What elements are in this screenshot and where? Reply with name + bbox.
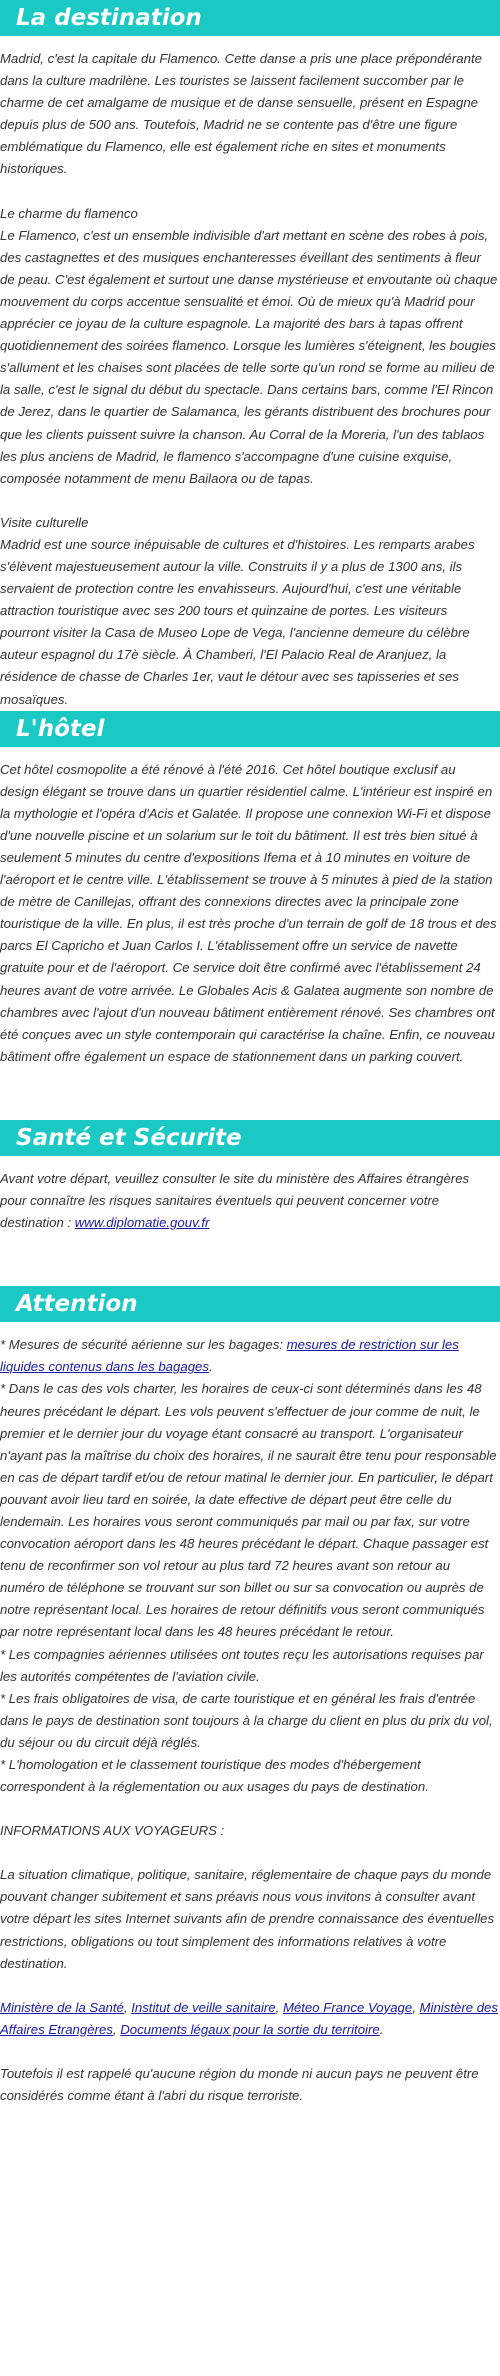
section-title-destination: La destination <box>0 0 500 36</box>
attention-p3: * Les compagnies aériennes utilisées ont toutes reçu les autorisations requises par les autorités compétentes de l'aviation civile. <box>0 1646 484 1684</box>
link-separator: , <box>412 1999 420 2015</box>
spacer <box>0 181 498 203</box>
attention-content <box>0 1334 500 2107</box>
spacer <box>0 1156 500 1168</box>
diplomatie-link[interactable]: www.diplomatie.gouv.fr <box>74 1215 210 1231</box>
flamenco-heading: Le charme du flamenco <box>0 205 138 221</box>
link-separator: , <box>123 1999 132 2015</box>
spacer <box>0 490 498 512</box>
veille-sanitaire-link[interactable]: Institut de veille sanitaire <box>131 1999 276 2015</box>
attention-p5: * L'homologation et le classement touristique des modes d'hébergement correspondent à la réglementation ou aux usages du pays de destination. <box>0 1757 429 1795</box>
spacer <box>0 1322 500 1334</box>
spacer <box>0 1975 498 1997</box>
section-title-attention: Attention <box>0 1286 500 1322</box>
link-end-dot: . <box>379 2021 384 2037</box>
attention-p1-before: * Mesures de sécurité aérienne sur les bagages: <box>0 1337 287 1353</box>
flamenco-text: Le Flamenco, c'est un ensemble indivisible d'art mettant en scène des robes à pois, des castagnettes et des musiques enchanteresses éveillant des sentiments à fleur de peau. C'est également et surtout une danse mystérieuse et envoutante où chaque mouvement du corps accentue sensualité et émoi. Où de mieux qu'à Madrid pour apprécier ce joyau de la culture espagnole. La majorité des bars à tapas offrent quotidiennement des soirées flamenco. Lorsque les lumières s'éteignent, les bougies s'allument et les chaises sont placées de telle sorte qu'un rond se forme au milieu de la salle, c'est le signal du début du spectacle. Dans certains bars, comme l'El Rincon de Jerez, dans le quartier de Salamanca, les gérants distribuent des brochures pour que les clients puissent suivre la chanson. Au Corral de la Moreria, l'un des tablaos les plus anciens de Madrid, le flamenco s'accompagne d'une cuisine exquise, composée notamment de menu Bailaora ou de tapas. <box>0 227 498 486</box>
affaires-etrangeres-link[interactable]: Ministère des Affaires Etrangères <box>0 1999 498 2037</box>
final-note: Toutefois il est rappelé qu'aucune région du monde ni aucun pays ne peuvent être considérés comme étant à l'abri du risque terroriste. <box>0 2065 479 2104</box>
spacer <box>0 1842 498 1864</box>
info-links <box>0 1997 498 2041</box>
spacer <box>0 1234 500 1286</box>
section-title-hotel: L'hôtel <box>0 711 500 747</box>
info-heading: INFORMATIONS AUX VOYAGEURS : <box>0 1823 225 1839</box>
hotel-text: Cet hôtel cosmopolite a été rénové à l'été 2016. Cet hôtel boutique exclusif au design élégant se trouve dans un quartier résidentiel calme. L'intérieur est inspiré en la mythologie et l'opéra d'Acis et Galatée. Il propose une connexion Wi-Fi et dispose d'une nouvelle piscine et un solarium sur le toit du bâtiment. Il est très bien situé à seulement 5 minutes du centre d'expositions Ifema et à 10 minutes en voiture de l'aéroport et le centre ville. L'établissement se trouve à 5 minutes à pied de la station de mètre de Canillejas, offrant des connexions directes avec la principale zone touristique de la ville. En plus, il est très proche d'un terrain de golf de 18 trous et des parcs El Capricho et Juan Carlos I. L'établissement offre un service de navette gratuite pour et de l'aéroport. Ce service doit être confirmé avec l'établissement 24 heures avant de votre arrivée. Le Globales Acis & Galatea augmente son nombre de chambres avec l'ajout d'un nouveau bâtiment entièrement rénové. Ses chambres ont été conçues avec un style contemporain qui caractérise la chaîne. Enfin, ce nouveau bâtiment offre également un espace de stationnement dans un parking couvert. <box>0 761 497 1064</box>
visit-heading: Visite culturelle <box>0 514 89 530</box>
meteo-france-link[interactable]: Méteo France Voyage <box>282 1999 413 2015</box>
hotel-content <box>0 759 500 1068</box>
destination-content <box>0 48 500 711</box>
documents-legaux-link[interactable]: Documents légaux pour la sortie du territoire <box>120 2021 380 2037</box>
spacer <box>0 747 500 759</box>
attention-p4: * Les frais obligatoires de visa, de carte touristique et en général les frais d'entrée dans le pays de destination sont toujours à la charge du client en plus du prix du vol, du séjour ou du circuit déjà réglés. <box>0 1690 493 1750</box>
info-text: La situation climatique, politique, sanitaire, réglementaire de chaque pays du monde pouvant changer subitement et sans préavis nous vous invitons à consulter avant votre départ les sites Internet suivants afin de prendre connaissance des éventuelles restrictions, obligations ou tout simplement des informations relatives à votre destination. <box>0 1867 495 1971</box>
link-separator: , <box>275 1999 283 2015</box>
ministere-sante-link[interactable]: Ministère de la Santé <box>0 1999 124 2015</box>
health-content <box>0 1168 500 1234</box>
health-text-before: Avant votre départ, veuillez consulter le site du ministère des Affaires étrangères pour connaître les risques sanitaires éventuels qui peuvent concerner votre destination : <box>0 1170 470 1231</box>
attention-p1-after: . <box>208 1359 213 1375</box>
attention-p1 <box>0 1334 498 1378</box>
visit-text: Madrid est une source inépuisable de cultures et d'histoires. Les remparts arabes s'élèvent majestueusement autour la ville. Construits il y a plus de 1300 ans, ils servaient de protection contre les envahisseurs. Aujourd'hui, c'est une véritable attraction touristique avec ses 200 tours et quinzaine de portes. Les visiteurs pourront visiter la Casa de Museo Lope de Vega, l'ancienne demeure du célèbre auteur espagnol du 17è siècle. À Chamberi, l'El Palacio Real de Aranjuez, la résidence de chasse de Charles 1er, vaut le détour avec ses tapisseries et ses mosaïques. <box>0 536 475 707</box>
spacer <box>0 2041 498 2063</box>
destination-intro: Madrid, c'est la capitale du Flamenco. Cette danse a pris une place prépondérante dans la culture madrilène. Les touristes se laissent facilement succomber par le charme de cet amalgame de musique et de danse sensuelle, présent en Espagne depuis plus de 500 ans. Toutefois, Madrid ne se contente pas d'être une figure emblématique du Flamenco, elle est également riche en sites et monuments historiques. <box>0 51 482 177</box>
liquids-restriction-link[interactable]: mesures de restriction sur les liquides contenus dans les bagages <box>0 1337 459 1375</box>
spacer <box>0 1068 500 1120</box>
spacer <box>0 36 500 48</box>
attention-p2: * Dans le cas des vols charter, les horaires de ceux-ci sont déterminés dans les 48 heures précédant le départ. Les vols peuvent s'effectuer de jour comme de nuit, le premier et le dernier jour du voyage étant consacré au transport. L'organisateur n'ayant pas la maîtrise du choix des horaires, il ne saurait être tenu pour responsable en cas de départ tardif et/ou de retour matinal le dernier jour. En particulier, le départ pouvant avoir lieu tard en soirée, la date effective de départ peut être celle du lendemain. Les horaires vous seront communiqués par mail ou par fax, sur votre convocation aéroport dans les 48 heures précédant le départ. Chaque passager est tenu de reconfirmer son vol retour au plus tard 72 heures avant son retour au numéro de téléphone se trouvant sur son billet ou sur sa convocation ou auprès de notre représentant local. Les horaires de retour définitifs vous seront communiqués par notre représentant local dans les 48 heures précédant le retour. <box>0 1381 497 1640</box>
spacer <box>0 1798 498 1820</box>
health-text <box>0 1168 498 1234</box>
section-title-health: Santé et Sécurite <box>0 1120 500 1156</box>
link-separator: , <box>112 2021 121 2037</box>
